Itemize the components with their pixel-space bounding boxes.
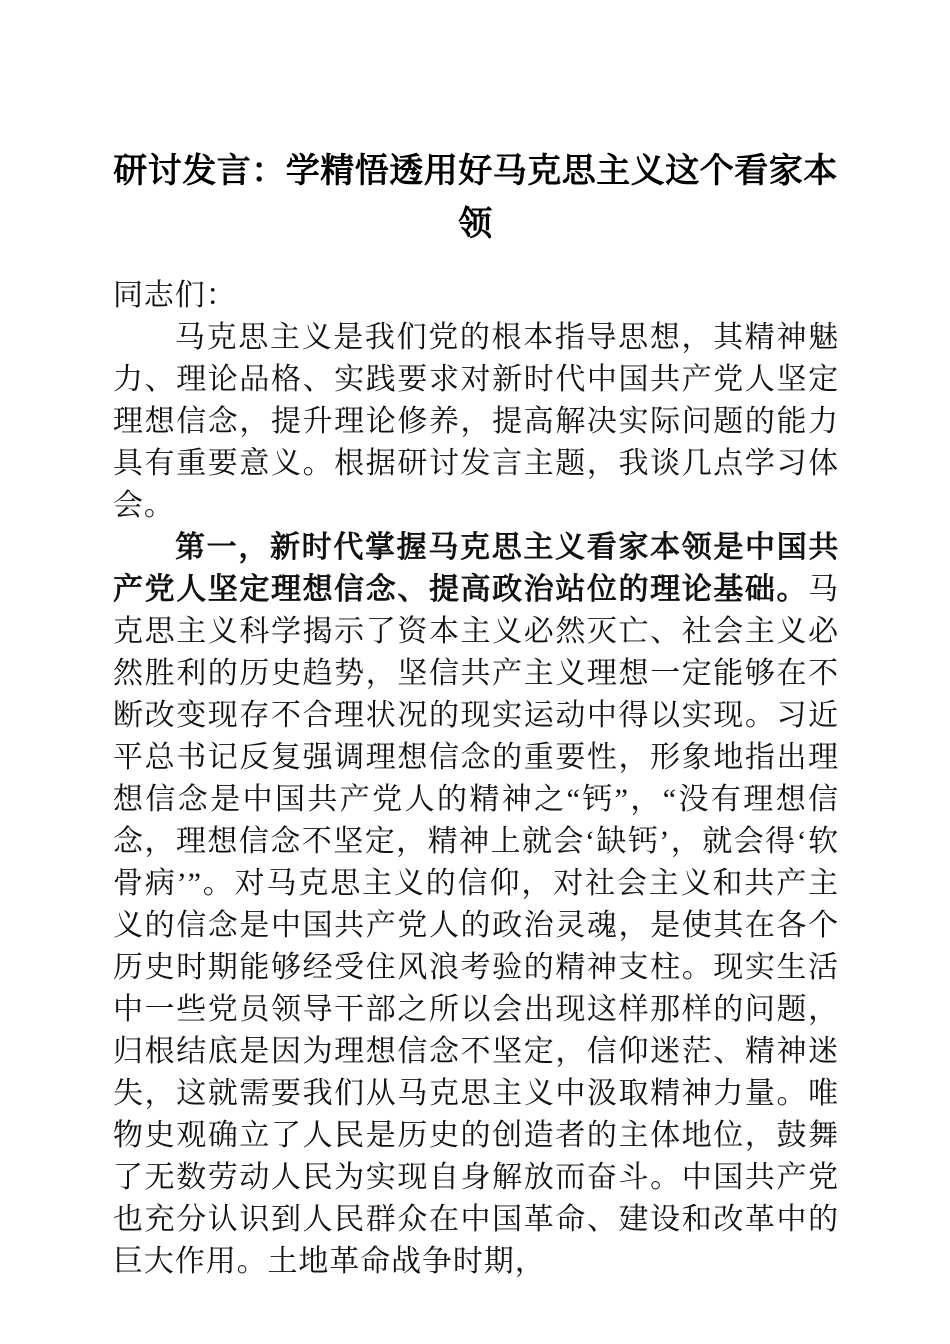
document-body	[113, 275, 839, 1283]
paragraph-intro: 马克思主义是我们党的根本指导思想，其精神魅力、理论品格、实践要求对新时代中国共产党人坚定理想信念，提升理论修养，提高解决实际问题的能力具有重要意义。根据研讨发言主题，我谈几点学习体会。	[113, 321, 839, 522]
paragraph-point-one-heading: 第一，新时代掌握马克思主义看家本领是中国共产党人坚定理想信念、提高政治站位的理论基础。	[113, 531, 839, 606]
paragraph-point-one-text: 马克思主义科学揭示了资本主义必然灭亡、社会主义必然胜利的历史趋势，坚信共产主义理想一定能够在不断改变现存不合理状况的现实运动中得以实现。习近平总书记反复强调理想信念的重要性，形象地指出理想信念是中国共产党人的精神之“钙”，“没有理想信念，理想信念不坚定，精神上就会‘缺钙’，就会得‘软骨病’”。对马克思主义的信仰，对社会主义和共产主义的信念是中国共产党人的政治灵魂，是使其在各个历史时期能够经受住风浪考验的精神支柱。现实生活中一些党员领导干部之所以会出现这样那样的问题，归根结底是因为理想信念不坚定，信仰迷茫、精神迷失，这就需要我们从马克思主义中汲取精神力量。唯物史观确立了人民是历史的创造者的主体地位，鼓舞了无数劳动人民为实现自身解放而奋斗。中国共产党也充分认识到人民群众在中国革命、建设和改革中的巨大作用。土地革命战争时期，	[113, 573, 839, 1278]
page-title: 研讨发言：学精悟透用好马克思主义这个看家本领	[113, 150, 838, 244]
salutation-line: 同志们：	[113, 279, 237, 312]
paragraph-point-one	[113, 527, 839, 1283]
